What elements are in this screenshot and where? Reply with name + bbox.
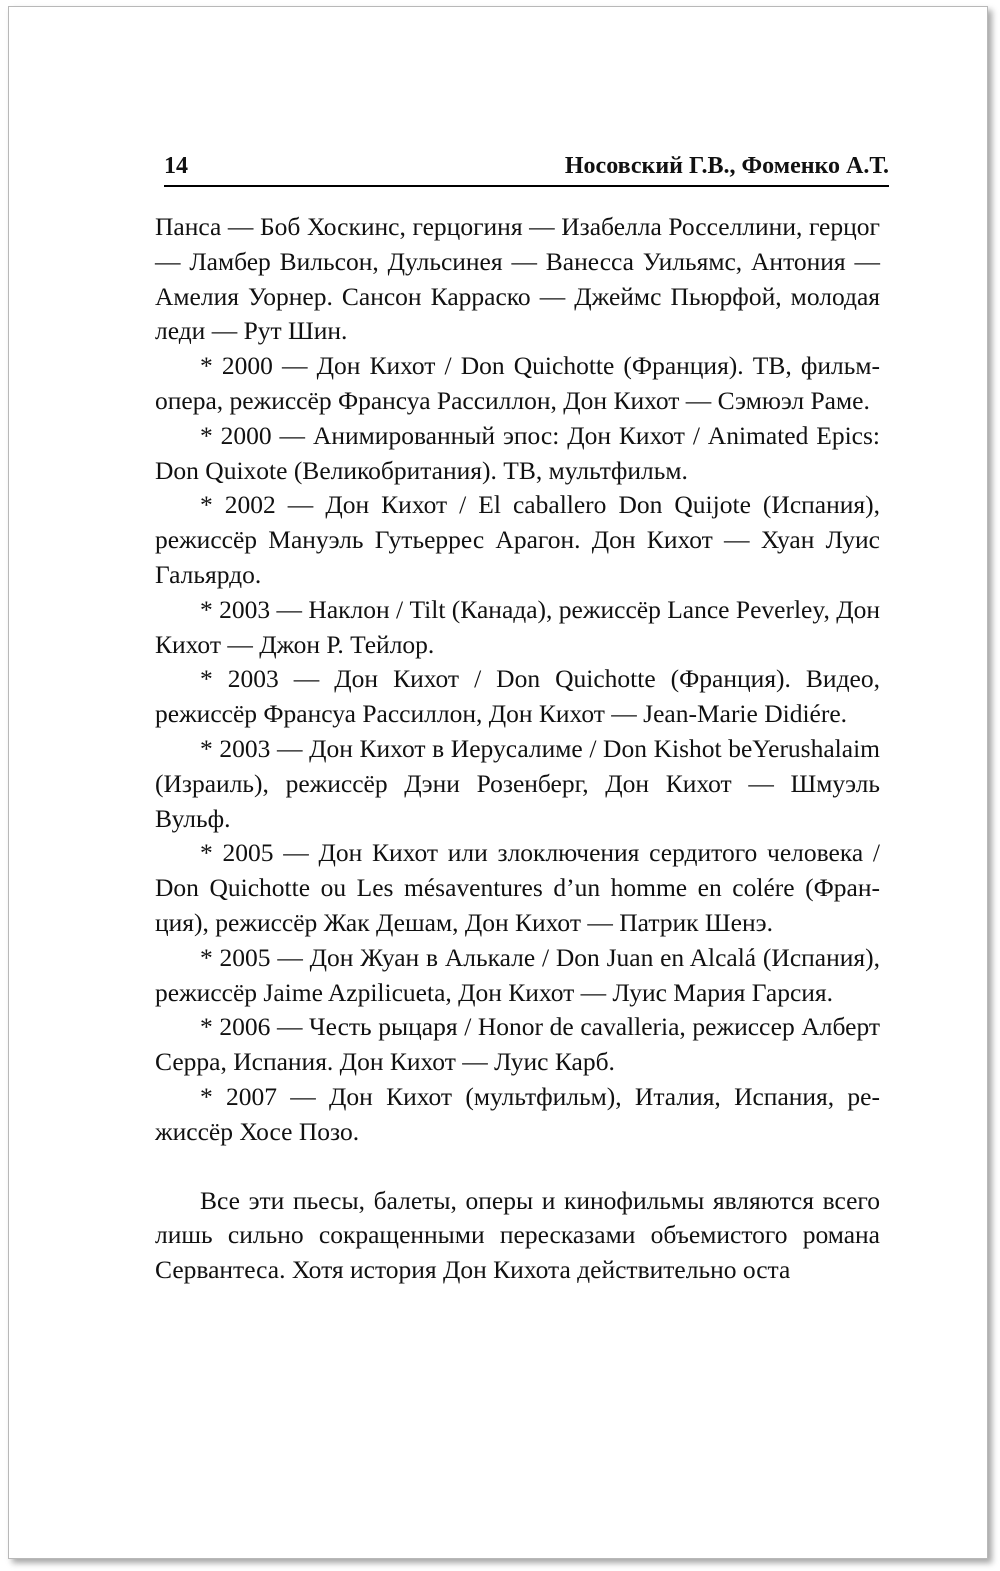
filmography-entry: * 2005 — Дон Кихот или злоключения сердитого человека / Don Quichotte ou Les mésaventures d’un homme en colére (Франция), режиссёр Жак Дешам, Дон Кихот — Патрик Шенэ. <box>155 838 880 937</box>
filmography-entry: * 2002 — Дон Кихот / El caballero Don Quijote (Испания), режиссёр Мануэль Гутьеррес Арагон. Дон Кихот — Хуан Луис Гальярдо. <box>155 490 880 589</box>
paragraph-continuation: Панса — Боб Хоскинс, герцогиня — Изабелла Росселлини, герцог — Ламбер Вильсон, Дульсинея — Ванесса Уильямс, Антония — Амелия Уорнер. Сансон Карраско — Джеймс Пьюрфой, молодая леди — Рут Шин. <box>155 212 880 346</box>
filmography-entry: * 2006 — Честь рыцаря / Honor de cavalleria, режиссер Алберт Серра, Испания. Дон Кихот — Луис Карб. <box>155 1012 880 1077</box>
body-text <box>155 210 880 1288</box>
filmography-entry: * 2000 — Дон Кихот / Don Quichotte (Франция). ТВ, фильм-опера, режиссёр Франсуа Рассиллон, Дон Кихот — Сэмюэл Раме. <box>155 351 880 415</box>
filmography-entry: * 2003 — Наклон / Tilt (Канада), режиссёр Lance Peverley, Дон Кихот — Джон Р. Тейлор. <box>155 594 880 659</box>
filmography-entry: * 2005 — Дон Жуан в Алькале / Don Juan en Alcalá (Испания), режиссёр Jaime Azpilicueta, Дон Кихот — Луис Мария Гарсия. <box>155 942 880 1007</box>
filmography-entry: * 2003 — Дон Кихот / Don Quichotte (Франция). Видео, режиссёр Франсуа Рассиллон, Дон Кихот — Jean-Marie Didiére. <box>155 664 880 729</box>
closing-paragraph: Все эти пьесы, балеты, оперы и кинофильмы являются всего лишь сильно сокращенными пересказами объемистого романа Сервантеса. Хотя история Дон Кихота действительно оста <box>155 1185 880 1285</box>
page-header <box>164 147 889 187</box>
filmography-entry: * 2000 — Анимированный эпос: Дон Кихот / Animated Epics: Don Quixote (Великобритания). ТВ, мультфильм. <box>155 420 880 485</box>
filmography-entry: * 2007 — Дон Кихот (мультфильм), Италия, Испания, режиссёр Хосе Позо. <box>155 1081 880 1146</box>
filmography-entry: * 2003 — Дон Кихот в Иерусалиме / Don Kishot beYerushalaim (Израиль), режиссёр Дэни Розенберг, Дон Кихот — Шмуэль Вульф. <box>155 733 880 833</box>
page-number: 14 <box>164 153 188 179</box>
running-title: Носовский Г.В., Фоменко А.Т. <box>564 153 889 179</box>
